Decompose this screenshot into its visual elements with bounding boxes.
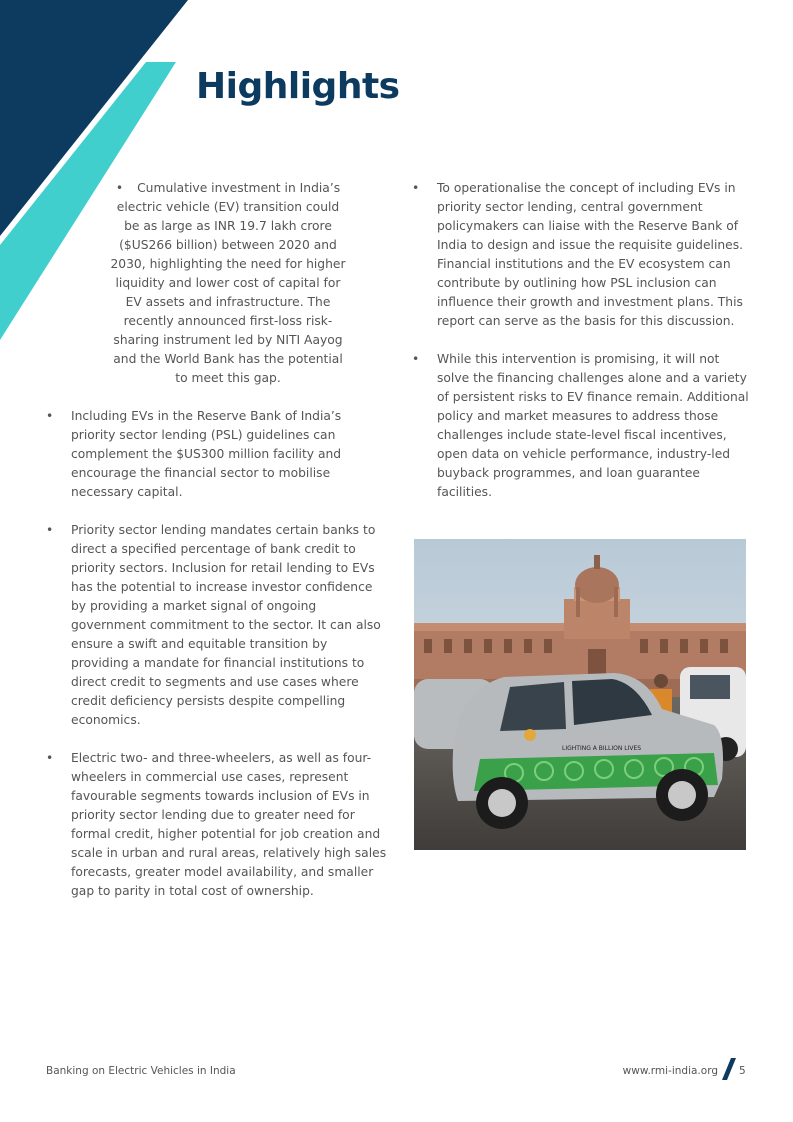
bullet-dot: • (46, 751, 54, 765)
slash-divider-icon (722, 1058, 736, 1080)
photo-illustration (414, 539, 746, 850)
bullet-item (412, 179, 752, 331)
bullet-dot: • (412, 352, 420, 366)
bullet-text: Including EVs in the Reserve Bank of India’s priority sector lending (PSL) guidelines can complement the $US300 million facility and encourage the financial sector to mobilise necessary capital. (71, 409, 342, 499)
bullet-text: Electric two- and three-wheelers, as well as four-wheelers in commercial use cases, represent favourable segments towards inclusion of EVs in priority sector lending due to greater need for formal credit, higher potential for job creation and scale in urban and rural areas, relatively high sales forecasts, greater model availability, and smaller gap to parity in total cost of ownership. (71, 751, 387, 898)
car-door-text: LIGHTING A BILLION LIVES (562, 745, 642, 752)
bullet-text: Cumulative investment in India’s electric vehicle (EV) transition could be as large as INR 19.7 lakh crore ($US266 billion) between 2020 and 2030, highlighting the need for higher liquidity and lower cost of capital for EV assets and infrastructure. The recently announced first-loss risk-sharing instrument led by NITI Aayog and the World Bank has the potential to meet this gap. (110, 181, 346, 385)
bullet-dot: • (115, 181, 124, 195)
bullet-dot: • (46, 523, 54, 537)
bullet-dot: • (46, 409, 54, 423)
page-number: 5 (739, 1065, 746, 1077)
right-column (412, 179, 752, 521)
bullet-item (46, 521, 388, 730)
footer-document-title: Banking on Electric Vehicles in India (46, 1065, 236, 1077)
photo-electric-car (414, 539, 746, 850)
bullet-item (46, 749, 388, 901)
bullet-item (46, 407, 388, 502)
bullet-item (412, 350, 752, 502)
bullet-text: While this intervention is promising, it will not solve the financing challenges alone and a variety of persistent risks to EV finance remain. Additional policy and market measures to address those challenges include state-level fiscal incentives, open data on vehicle performance, industry-led buyback programmes, and loan guarantee facilities. (437, 352, 749, 499)
footer-website-link[interactable]: www.rmi-india.org (622, 1065, 718, 1077)
bullet-dot: • (412, 181, 420, 195)
page-title: Highlights (196, 66, 400, 107)
bullet-text: To operationalise the concept of including EVs in priority sector lending, central government policymakers can liaise with the Reserve Bank of India to design and issue the requisite guidelines. Financial institutions and the EV ecosystem can contribute by outlining how PSL inclusion can influence their growth and investment plans. This report can serve as the basis for this discussion. (437, 181, 744, 328)
left-column (46, 179, 388, 920)
bullet-item (108, 179, 348, 388)
bullet-text: Priority sector lending mandates certain banks to direct a specified percentage of bank credit to priority sectors. Inclusion for retail lending to EVs has the potential to increase investor confidence by providing a market signal of ongoing government commitment to the sector. It can also ensure a swift and equitable transition by providing a mandate for financial institutions to direct credit to segments and use cases where credit deficiency persists despite compelling economics. (71, 523, 381, 727)
